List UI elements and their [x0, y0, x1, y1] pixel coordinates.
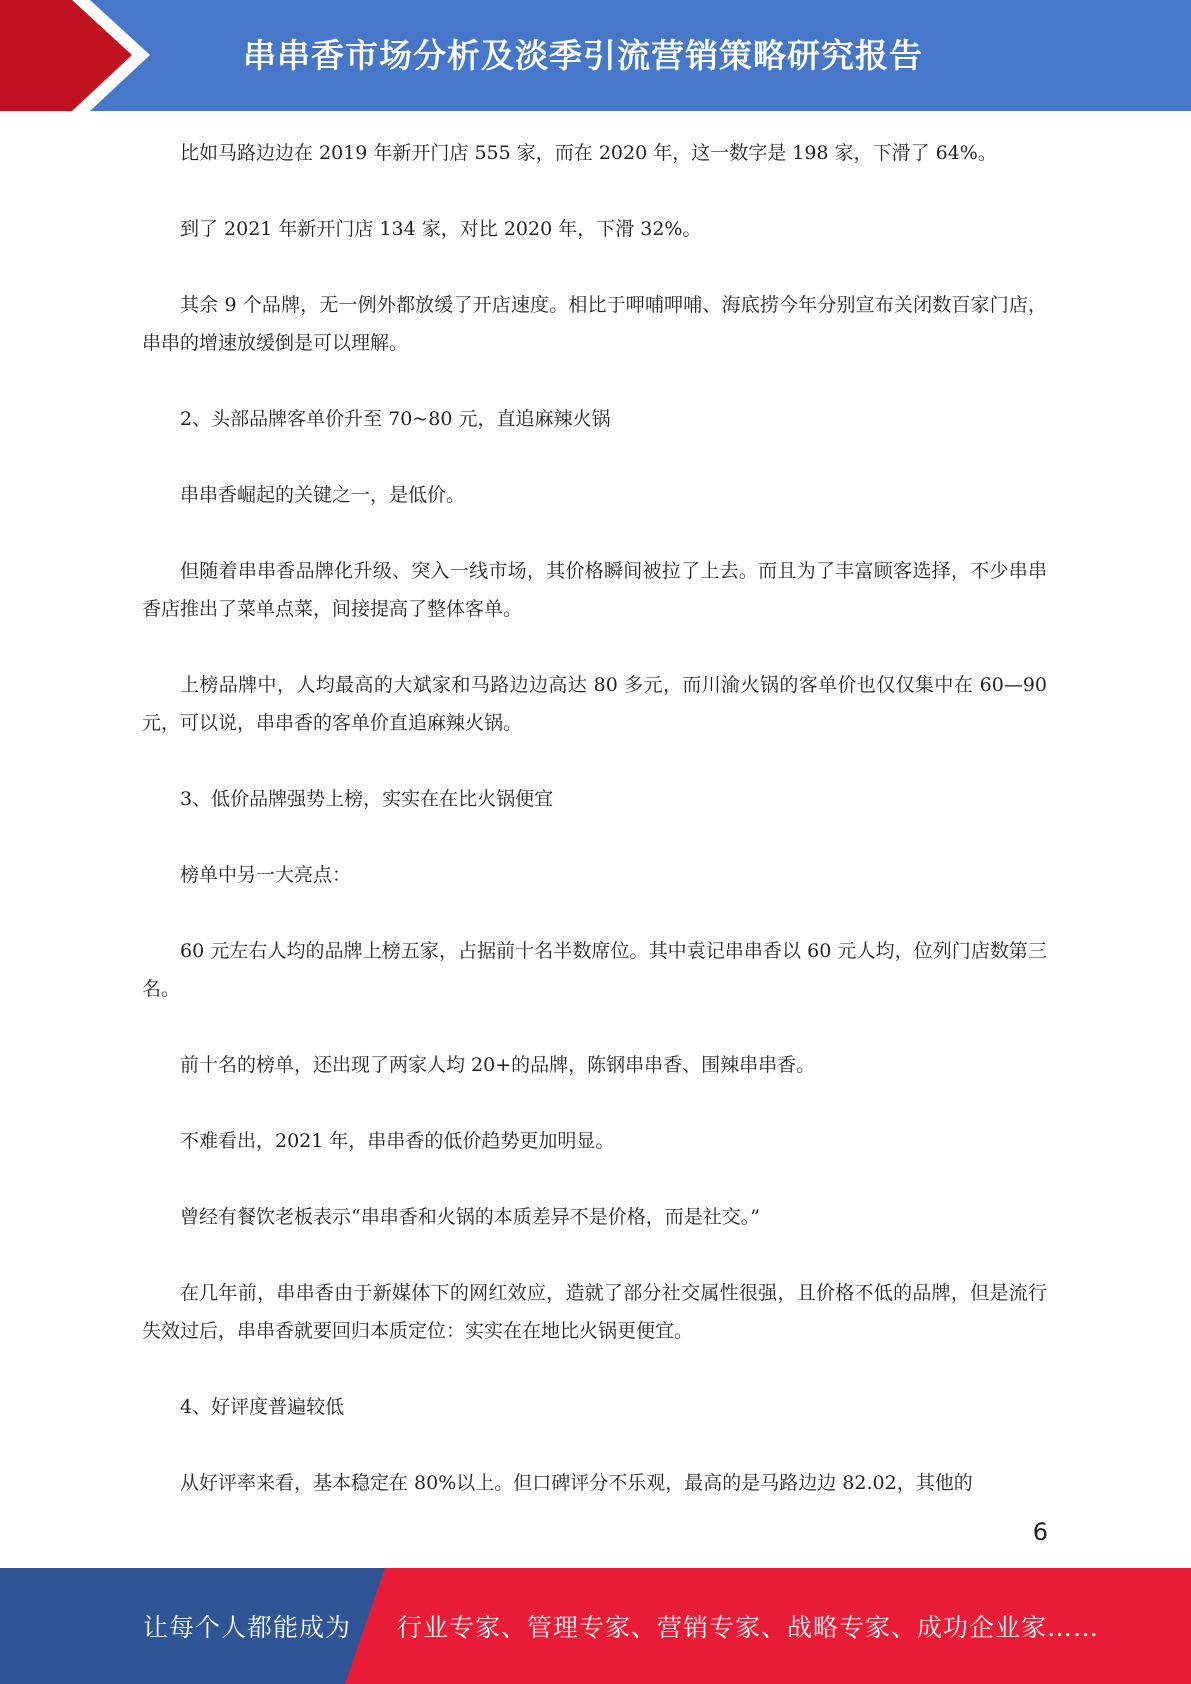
page-number: 6 [1032, 1518, 1048, 1546]
paragraph: 到了 2021 年新开门店 134 家，对比 2020 年，下滑 32%。 [180, 218, 702, 240]
page-footer [0, 1568, 1191, 1684]
paragraph: 串串香崛起的关键之一，是低价。 [180, 484, 466, 506]
paragraph: 前十名的榜单，还出现了两家人均 20+的品牌，陈钢串串香、围辣串串香。 [180, 1054, 816, 1076]
section-heading: 2、头部品牌客单价升至 70~80 元，直追麻辣火锅 [180, 408, 611, 430]
footer-slogan-right: 行业专家、管理专家、营销专家、战略专家、成功企业家…… [397, 1613, 1100, 1642]
section-heading: 4、好评度普遍较低 [180, 1396, 345, 1418]
paragraph: 从好评率来看，基本稳定在 80%以上。但口碑评分不乐观，最高的是马路边边 82.02，其他的 [180, 1472, 973, 1494]
page-header [0, 0, 1191, 111]
document-body [142, 134, 1047, 1540]
paragraph: 榜单中另一大亮点： [180, 864, 352, 886]
paragraph: 其余 9 个品牌，无一例外都放缓了开店速度。相比于呷哺呷哺、海底捞今年分别宣布关闭数百家门店，串串的增速放缓倒是可以理解。 [142, 294, 1047, 354]
paragraph: 不难看出，2021 年，串串香的低价趋势更加明显。 [180, 1130, 615, 1152]
paragraph: 曾经有餐饮老板表示“串串香和火锅的本质差异不是价格，而是社交。” [180, 1206, 760, 1228]
section-heading: 3、低价品牌强势上榜，实实在在比火锅便宜 [180, 788, 554, 810]
paragraph: 在几年前，串串香由于新媒体下的网红效应，造就了部分社交属性很强，且价格不低的品牌，但是流行失效过后，串串香就要回归本质定位：实实在在地比火锅更便宜。 [142, 1282, 1047, 1342]
paragraph: 但随着串串香品牌化升级、突入一线市场，其价格瞬间被拉了上去。而且为了丰富顾客选择，不少串串香店推出了菜单点菜，间接提高了整体客单。 [142, 560, 1047, 620]
page-title: 串串香市场分析及淡季引流营销策略研究报告 [243, 36, 923, 75]
header-arrow-decoration [0, 0, 160, 111]
footer-slogan-left: 让每个人都能成为 [143, 1613, 352, 1642]
paragraph: 60 元左右人均的品牌上榜五家，占据前十名半数席位。其中袁记串串香以 60 元人均，位列门店数第三名。 [142, 940, 1047, 1000]
paragraph: 上榜品牌中，人均最高的大斌家和马路边边高达 80 多元，而川渝火锅的客单价也仅仅集中在 60—90 元，可以说，串串香的客单价直追麻辣火锅。 [142, 674, 1047, 734]
paragraph: 比如马路边边在 2019 年新开门店 555 家，而在 2020 年，这一数字是 198 家，下滑了 64%。 [180, 142, 997, 164]
